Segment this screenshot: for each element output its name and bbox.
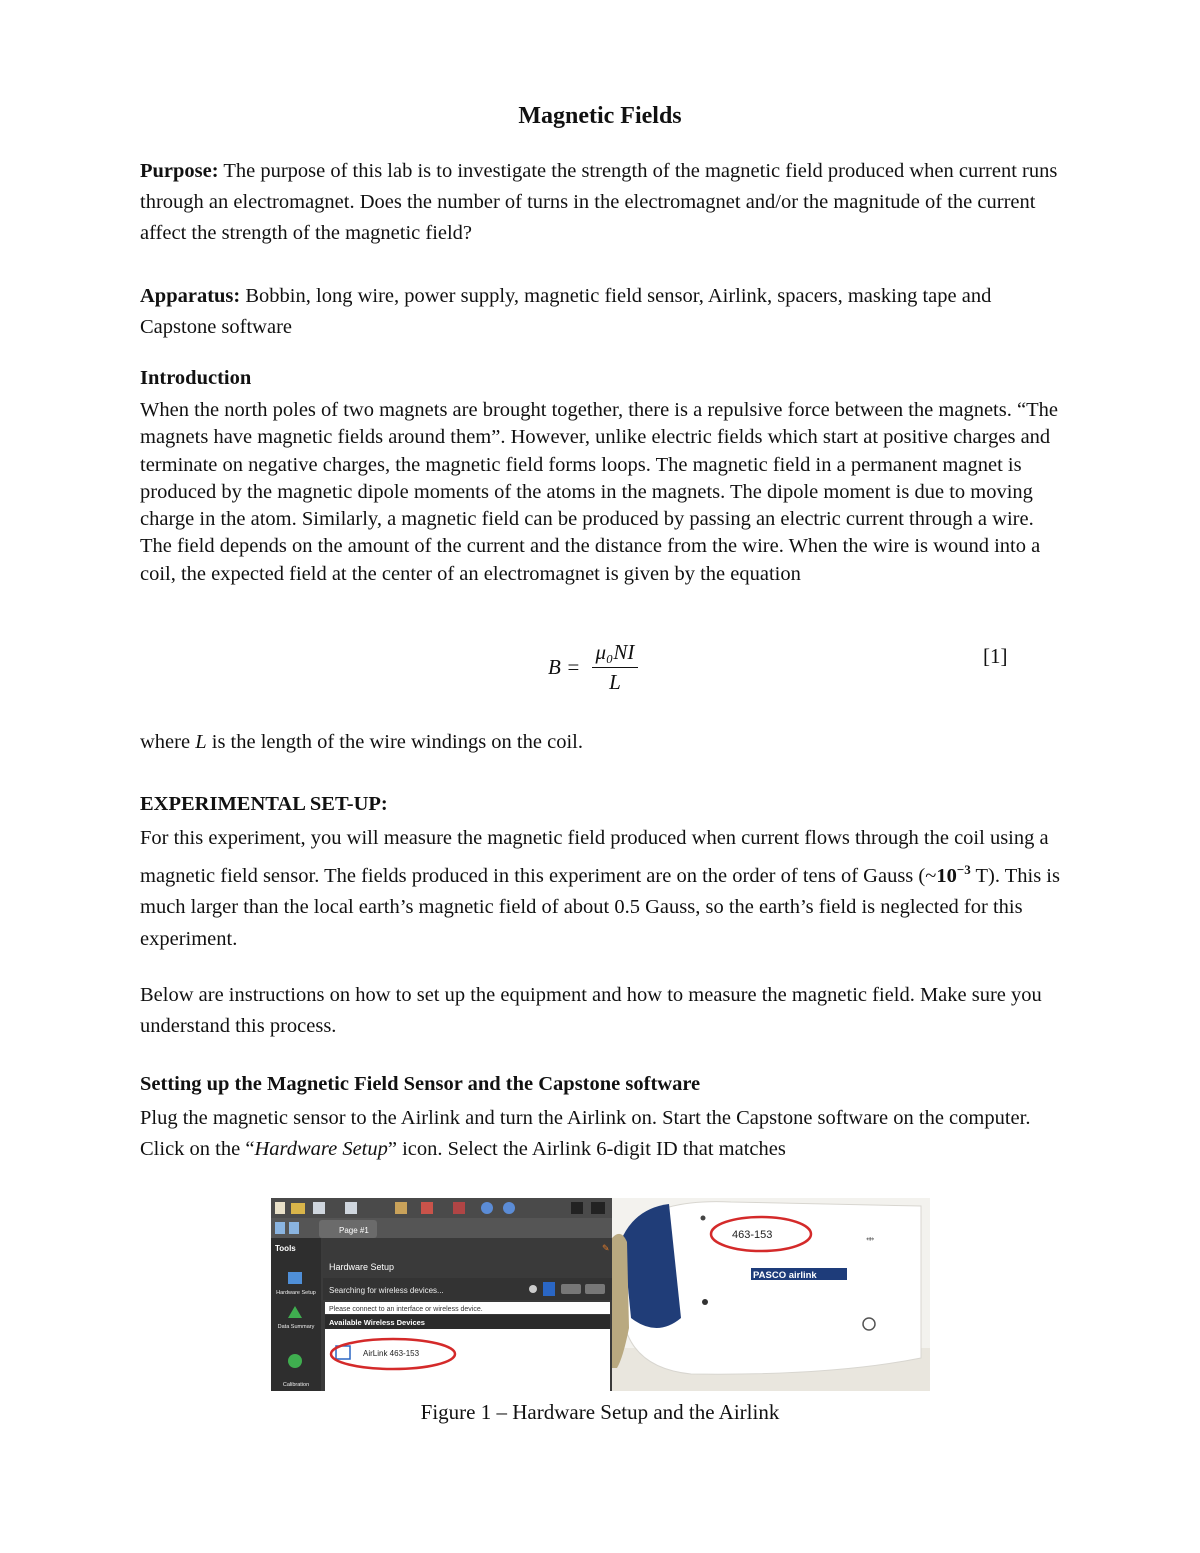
figure-caption: Figure 1 – Hardware Setup and the Airlink	[420, 1400, 780, 1424]
camera-icon	[571, 1202, 583, 1214]
pin-icon[interactable]: ✎	[602, 1243, 610, 1253]
where-variable: L	[195, 731, 207, 753]
sidebar-calibration[interactable]: Calibration	[282, 1382, 310, 1388]
hardware-setup-icon[interactable]	[288, 1272, 302, 1284]
usb-icon[interactable]	[561, 1284, 581, 1294]
power-base: 10	[936, 865, 957, 888]
experimental-paragraph	[140, 823, 1065, 955]
where-suffix: is the length of the wire windings on the coil.	[206, 731, 583, 753]
setup-text-after: ” icon. Select the Airlink 6-digit ID that matches	[387, 1138, 786, 1160]
copy-icon	[395, 1202, 407, 1214]
usb-port-icon: ⇹	[866, 1234, 875, 1245]
experimental-text-after: T). This is much larger than the local earth’s magnetic field of about 0.5 Gauss, so the earth’s field is neglected for this experiment.	[140, 865, 1060, 950]
wireless-icon[interactable]	[585, 1284, 605, 1294]
purpose-label: Purpose:	[140, 160, 219, 182]
setup-paragraph	[140, 1103, 1065, 1165]
tab-page-1-label: Page #1	[339, 1226, 369, 1235]
device-airlink[interactable]: AirLink 463-153	[363, 1349, 420, 1358]
power-exponent: −3	[956, 862, 971, 878]
undo-icon	[481, 1202, 493, 1214]
apparatus-label: Apparatus:	[140, 285, 241, 307]
where-prefix: where	[140, 731, 196, 753]
sidebar-data-summary[interactable]: Data Summary	[277, 1324, 315, 1330]
equation-lhs: B =	[548, 655, 581, 679]
equation	[548, 640, 638, 695]
refresh-icon[interactable]	[529, 1285, 537, 1293]
equation-fraction	[592, 640, 639, 695]
equation-denominator: L	[609, 670, 621, 694]
introduction-paragraph: When the north poles of two magnets are brought together, there is a repulsive force between the magnets. “The magnets have magnetic fields around them”. However, unlike electric fields which start at positive charges and terminate on negative charges, the magnetic field forms loops. The magnetic field in a permanent magnet is produced by the magnetic dipole moments of the atoms in the magnets. The dipole moment is due to moving charge in the atom. Similarly, a magnetic field can be produced by passing an electric current through a wire. The field depends on the amount of the current and the distance from the wire. When the wire is wound into a coil, the expected field at the center of an electromagnet is given by the equation	[140, 399, 1058, 585]
calibration-icon[interactable]	[288, 1354, 302, 1368]
delete-icon	[421, 1202, 433, 1214]
experimental-text-before: For this experiment, you will measure the magnetic field produced when current flows through the coil using a magnetic field sensor. The fields produced in this experiment are on the order of tens of Gauss (~	[140, 827, 1049, 888]
help-icon	[591, 1202, 605, 1214]
equation-numerator: μ₀NI	[592, 640, 639, 668]
purpose-text: The purpose of this lab is to investigate the strength of the magnetic field produced when current runs through an electromagnet. Does the number of turns in the electromagnet and/or the magnitude of the current affect the strength of the magnetic field?	[140, 160, 1058, 244]
bluetooth-icon[interactable]	[543, 1282, 555, 1296]
tools-label: Tools	[275, 1244, 296, 1253]
record-icon	[453, 1202, 465, 1214]
connect-message: Please connect to an interface or wireless device.	[329, 1306, 483, 1313]
sidebar-hardware-setup[interactable]: Hardware Setup	[276, 1290, 316, 1296]
hardware-setup-title: Hardware Setup	[329, 1262, 395, 1272]
setup-heading: Setting up the Magnetic Field Sensor and the Capstone software	[140, 1073, 701, 1095]
redo-icon	[503, 1202, 515, 1214]
setup-italic: Hardware Setup	[254, 1138, 388, 1160]
instructions-paragraph: Below are instructions on how to set up the equipment and how to measure the magnetic field. Make sure you understand this process.	[140, 984, 1042, 1037]
airlink-photo	[612, 1198, 930, 1391]
setup-text-before: Plug the magnetic sensor to the Airlink and turn the Airlink on. Start the Capstone software on the computer. Click on the “	[140, 1107, 1031, 1160]
apparatus-paragraph	[140, 281, 1065, 343]
airlink-id-label: 463-153	[732, 1229, 773, 1241]
document-title: Magnetic Fields	[518, 103, 682, 129]
available-devices-heading: Available Wireless Devices	[329, 1318, 425, 1327]
introduction-heading: Introduction	[140, 367, 252, 389]
device-list	[325, 1329, 610, 1391]
experimental-heading: EXPERIMENTAL SET-UP:	[140, 793, 388, 815]
save-icon	[313, 1202, 325, 1214]
new-file-icon	[275, 1202, 285, 1214]
purpose-paragraph	[140, 156, 1065, 249]
capstone-screenshot	[271, 1198, 612, 1391]
searching-text: Searching for wireless devices...	[329, 1286, 444, 1295]
airlink-brand: PASCO airlink	[753, 1270, 817, 1281]
open-folder-icon	[291, 1203, 305, 1214]
apparatus-text: Bobbin, long wire, power supply, magnetic field sensor, Airlink, spacers, masking tape and Capstone software	[140, 285, 992, 338]
figure-1	[271, 1198, 930, 1391]
where-sentence	[140, 731, 1065, 754]
print-icon	[345, 1202, 357, 1214]
equation-number: [1]	[983, 644, 1008, 668]
